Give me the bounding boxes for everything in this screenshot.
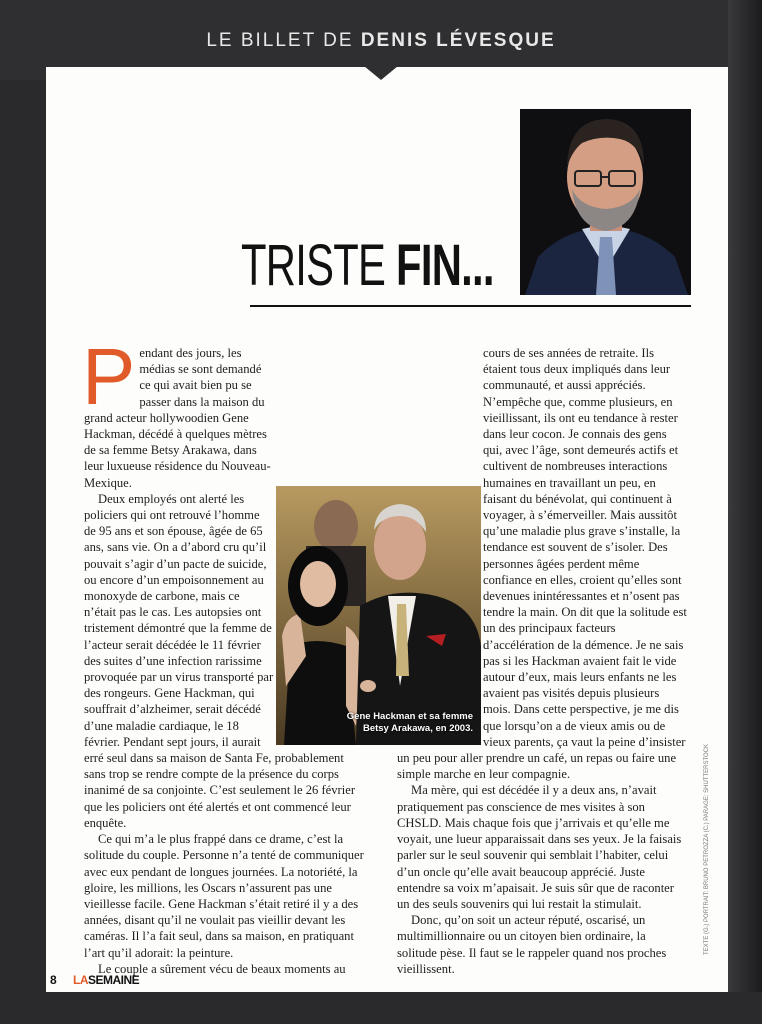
magazine-brand [73,973,139,987]
paragraph: Pendant des jours, les médias se sont demandé ce qui avait bien pu se passer dans la maison du grand acteur hollywoodien Gene Hackman, décédé à quelques mètres de sa femme Betsy Arakawa, dans leur luxueuse résidence du Nouveau-Mexique. [82,332,271,490]
page-number: 8 [50,973,57,987]
photo-credit: TEXTE (G.) PORTRAIT: BRUNO PETROZZA (C.) PARAGE: SHUTTERSTOCK [704,743,710,955]
couple-photo [276,486,481,745]
page-edge-shadow [728,0,762,1024]
caption-line: Gene Hackman et sa femme [346,711,473,722]
brand-rest: SEMAINE [88,973,140,987]
photo-caption [347,711,473,735]
header-notch [364,66,398,80]
drop-cap: P [82,332,136,421]
header-author-name: DENIS LÉVESQUE [360,30,556,51]
header-prefix: LE BILLET DE [206,30,354,51]
headline-rule [250,305,691,307]
bottom-strip [0,992,762,1024]
headline-bold: FIN... [396,233,494,298]
paragraph: Deux employés ont alerté les policiers qui ont retrouvé l’homme de 95 ans et son épouse, âgée de 65 ans, sans vie. On a d’abord cru qu’il pouvait s’agir d’un pacte de suicide, ou encore d’un empoisonnement au monoxyde de carbone, mais ce n’était pas le cas. Les autopsies ont tristement démontré que la femme de l’acteur serait décédée le 11 février des suites d’une infection rarissime provoquée par un virus transporté par des rongeurs. Gene Hackman, qui souffrait d’alzheimer, serait décédé d’une maladie cardiaque, le 18 février. Pendant sept jours, il aurait erré seul dans sa maison de Santa Fe, probablement sans trop se rendre compte de la présence du corps inanimé de sa conjointe. C’est seulement le 26 février que les policiers ont été alertés et ont commencé leur enquête. [84,491,356,830]
brand-la: LA [73,973,88,987]
paragraph: Donc, qu’on soit un acteur réputé, oscarisé, un multimillionnaire ou un citoyen bien ordinaire, la solitude pèse. Il faut se le rappeler quand nos proches vieillissent. [397,913,667,976]
headline-light: TRISTE [241,233,386,298]
author-portrait [520,109,691,295]
paragraph: cours de ses années de retraite. Ils étaient tous deux impliqués dans leur communauté, et aussi appréciés. N’empêche que, comme plusieurs, en vieillissant, ils ont eu tendance à rester dans leur cocon. Je connais des gens qui, avec l’âge, sont demeurés actifs et cultivent de nombreuses interactions humaines en travaillant un peu, en faisant du bénévolat, qui continuent à voyager, à s’émerveiller. Mais aussitôt qu’une maladie plus grave s’installe, la tendance est souvent de s’isoler. Des personnes âgées perdent même confiance en elles, croient qu’elles sont devenues inintéressantes et n’osent pas tendre la main. On dit que la solitude est un des principaux facteurs d’accélération de la démence. Je ne sais pas si les Hackman avaient fait le vide autour d’eux, mais leurs enfants ne les avaient pas visités depuis plusieurs mois. Dans cette perspective, je me dis que lorsqu’on a de vieux amis ou de vieux parents, ça vaut la peine d’insister un peu pour aller prendre un café, un repas ou faire une simple marche en leur compagnie. [397,346,687,782]
portrait-photo-icon [520,109,691,295]
couple-photo-icon [276,486,481,745]
headline [241,233,494,298]
caption-line: Betsy Arakawa, en 2003. [362,723,473,734]
paragraph: Ce qui m’a le plus frappé dans ce drame, c’est la solitude du couple. Personne n’a tenté de communiquer avec eux pendant de longues journées. La notoriété, la gloire, les millions, les Oscars n’assurent pas une vieillesse facile. Gene Hackman s’était retiré il y a des années, disant qu’il ne voulait pas vieillir devant les caméras. Il l’a fait seul, dans sa maison, en pratiquant l’art qu’il adorait: la peinture. [84,832,364,960]
paragraph: Le couple a sûrement vécu de beaux moments au [98,961,346,976]
column-header [0,30,762,52]
paragraph: Ma mère, qui est décédée il y a deux ans, n’avait pratiquement pas conscience de mes visites à son CHSLD. Mais chaque fois que j’arrivais et qu’elle me voyait, une lueur apparaissait dans ses yeux. Je la faisais parler sur le seul souvenir qui semblait l’habiter, celui d’un oncle qu’elle avait beaucoup apprécié. Juste entendre sa voix m’apaisait. Je suis sûr que de raconter un des seuls souvenirs qui lui restait la stimulait. [397,783,682,911]
